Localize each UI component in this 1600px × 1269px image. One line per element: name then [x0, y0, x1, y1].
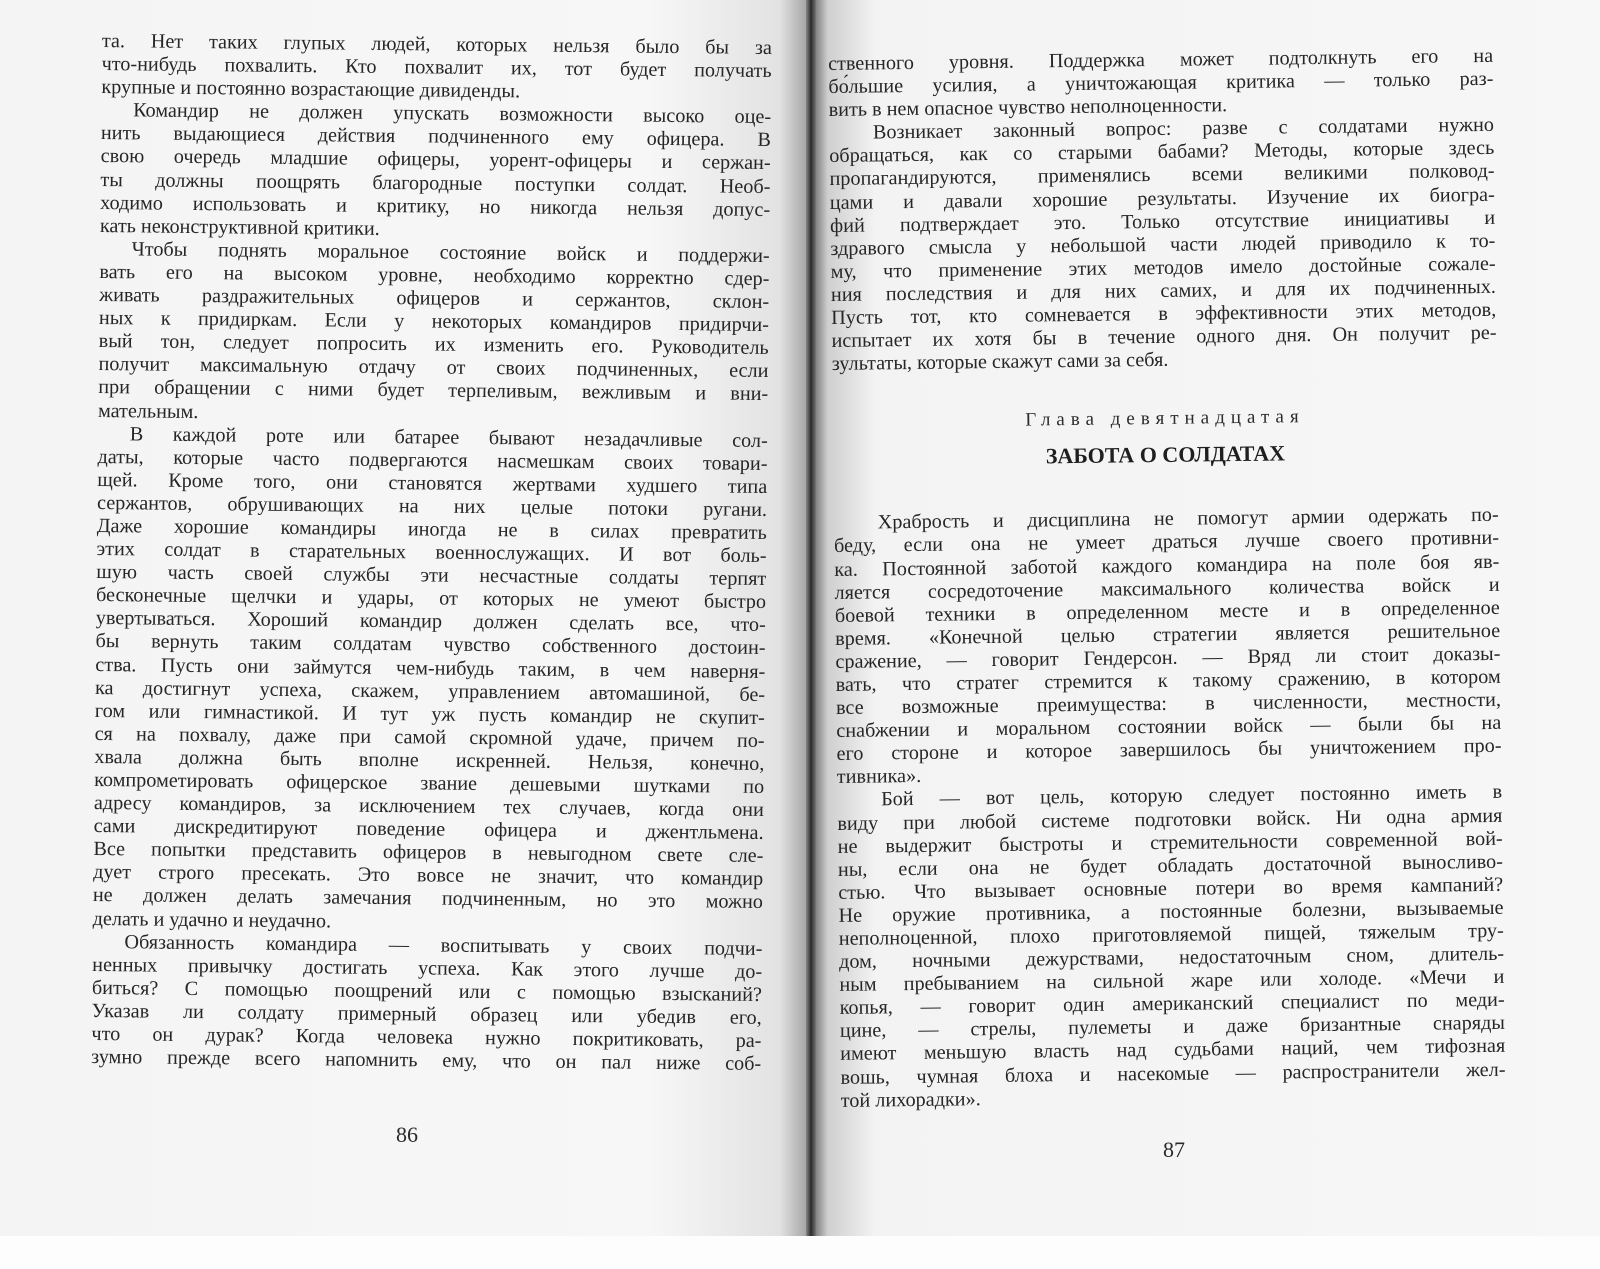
text-line: вить в нем опасное чувство неполноценности. [828, 94, 1228, 122]
text-line: имеют меньшую власть над судьбами наций, чем тифозная [840, 1035, 1506, 1066]
page-bottom-edge [0, 1236, 1600, 1269]
text-line: ка достигнут успеха, скажем, управлением автомашиной, бе- [94, 676, 766, 706]
right-page-text [828, 45, 1506, 1113]
text-line: цами и давали хорошие результаты. Изучение их биогра- [829, 183, 1495, 214]
left-page-number: 86 [396, 1122, 418, 1147]
text-line: бы вернуть таким солдатам чувство собственного достоин- [95, 630, 766, 660]
text-line: Бой — вот цель, которую следует постоянно иметь в [880, 781, 1503, 811]
text-line: свою очередь младшие офицеры, уорент-офицеры и сержан- [100, 145, 771, 175]
text-line: ка. Постоянной заботой каждого командира на поле боя яв- [834, 550, 1500, 581]
text-line: та. Нет таких глупых людей, которых нельзя было бы за [101, 30, 772, 60]
text-line: вошь, чумная блоха и насекомые — распространители жел- [840, 1058, 1506, 1089]
text-line: сами дискредитируют поведение офицера и джентльмена. [93, 815, 764, 845]
right-page-number: 87 [1163, 1137, 1185, 1162]
text-line: стью. Что вызывает основные потери во время кампаний? [838, 873, 1504, 904]
text-line: Все попытки представить офицеров в невыгодном свете сле- [93, 838, 764, 868]
text-line: Не оружие противника, а постоянные болезни, вызываемые [838, 896, 1504, 927]
text-line: той лихорадки». [840, 1087, 981, 1112]
text-line: ты должны поощрять благородные поступки солдат. Необ- [100, 168, 771, 198]
text-line: ны, если она не будет обладать достаточной выносливо- [837, 850, 1504, 881]
text-line: пропагандируются, применялись всеми великими полковод- [829, 160, 1495, 191]
text-line: здравого смысла у небольшой части людей приводило к то- [830, 229, 1496, 260]
text-line: гом или гимнастикой. И тут уж пусть командир не скупит- [94, 699, 765, 729]
text-line: вать, что стратег стремится к такому сражению, в котором [835, 665, 1501, 696]
book-gutter [806, 0, 816, 1269]
text-line: му, что применение этих методов имело достойные сожале- [830, 252, 1496, 283]
text-line: Пусть тот, кто сомневается в эффективности этих методов, [831, 298, 1497, 330]
text-line: компрометировать офицерское звание дешевыми шутками по [94, 768, 765, 798]
text-line: кать неконструктивной критики. [99, 214, 380, 240]
text-line: Указав ли солдату примерный образец или убедив его, [91, 999, 762, 1029]
text-line: крупные и постоянно возрастающие дивиденды. [101, 76, 521, 103]
text-line: ным пребыванием на сильной жаре или холоде. «Мечи и [839, 965, 1505, 997]
text-line: что он дурак? Когда человека нужно покритиковать, ра- [91, 1022, 762, 1052]
text-line: увертываться. Хороший командир должен сделать все, что- [95, 607, 766, 637]
text-line: этих солдат в старательных военнослужащих. И вот боль- [96, 538, 767, 568]
text-line: копья, — говорит один американский специалист по меди- [839, 989, 1505, 1020]
text-line: фий подтверждает это. Только отсутствие инициативы и [829, 206, 1496, 237]
text-line: что-нибудь похвалить. Кто похвалит их, тот будет получать [101, 53, 772, 83]
text-line: получит максимальную отдачу от своих подчиненных, если [98, 353, 769, 383]
text-line: Обязанность командира — воспитывать у своих подчи- [124, 930, 763, 960]
text-line: Даже хорошие командиры иногда не в силах превратить [96, 514, 767, 544]
text-line: беду, если она не умеет драться лучше своего противни- [833, 527, 1500, 558]
right-page-text-after [834, 504, 1506, 1113]
text-line: Возникает законный вопрос: разве с солдатами нужно [872, 114, 1495, 144]
text-line: тивника». [836, 765, 922, 789]
text-line: ных к придиркам. Если у некоторых командиров придирчи- [98, 307, 770, 337]
left-page-text [91, 30, 772, 1076]
text-line: испытает их хотя бы в течение одного дня. Он получит ре- [831, 321, 1497, 353]
text-line: делать и удачно и неудачно. [92, 907, 332, 933]
text-line: Чтобы поднять моральное состояние войск и поддержи- [131, 238, 770, 267]
text-line: дом, ночными дежурствами, недостаточным сном, длитель- [838, 942, 1505, 974]
text-line: не должен делать замечания подчиненным, но это можно [92, 884, 764, 914]
text-line: ния последствия и для них самих, и для их подчиненных. [830, 275, 1497, 306]
text-line: нить выдающиеся действия подчиненного ему офицера. В [100, 122, 771, 152]
text-line: дует строго пресекать. Это вовсе не значит, что командир [93, 861, 764, 891]
text-line: ненных привычку достигать успеха. Как этого лучше до- [92, 953, 763, 983]
text-line: сержантов, обрушивающих на них целые потоки ругани. [96, 491, 768, 521]
text-line: его стороне и которое завершилось бы уничтожением про- [836, 735, 1502, 766]
text-line: живать раздражительных офицеров и сержантов, склон- [99, 284, 770, 314]
text-line: вый тон, следует попросить их изменить его. Руководитель [98, 330, 769, 360]
text-line: ся на похвалу, даже при самой скромной удаче, причем по- [94, 722, 765, 752]
text-line: зумно прежде всего напомнить ему, что он пал ниже соб- [91, 1046, 762, 1076]
text-line: сражение, — говорит Гендерсон. — Вряд ли стоит доказы- [835, 642, 1501, 673]
text-line: ства. Пусть они займутся чем-нибудь таким, в чем наверня- [95, 653, 766, 683]
text-line: при обращении с ними будет терпеливым, вежливым и вни- [98, 376, 769, 406]
text-line: мательным. [97, 399, 199, 423]
text-line: бо́льшие усилия, а уничтожающая критика — только раз- [828, 67, 1494, 99]
right-page-text-before [828, 45, 1497, 376]
right-page [812, 0, 1600, 1269]
text-line: неполноценной, плохо приготовляемой пищей, тяжелым тру- [838, 919, 1504, 950]
text-line: все возможные преимущества: в численности, местности, [835, 688, 1502, 720]
text-line: не выдержит быстроты и стремительности современной вой- [837, 827, 1503, 858]
chapter-title: ЗАБОТА О СОЛДАТАХ [1045, 440, 1286, 469]
text-line: даты, которые часто подвергаются насмешкам своих товари- [97, 445, 768, 475]
text-line: боевой техники в определенном месте и в определенное [834, 596, 1500, 627]
text-line: В каждой роте или батарее бывают незадачливые сол- [129, 422, 768, 452]
text-line: цине, — стрелы, пулеметы и даже бризантные снаряды [839, 1012, 1506, 1043]
text-line: обращаться, как со старыми бабами? Методы, которые здесь [829, 137, 1495, 168]
text-line: ходимо использовать и критику, но никогда нельзя допус- [100, 191, 771, 221]
chapter-label: Глава девятнадцатая [1025, 406, 1305, 431]
text-line: биться? С помощью поощрений или с помощью взысканий? [91, 976, 763, 1006]
text-line: хвала должна быть вполне искренней. Нельзя, конечно, [94, 745, 765, 775]
text-line: щей. Кроме того, они становятся жертвами худшего типа [97, 468, 768, 498]
text-line: вать его на высоком уровне, необходимо корректно сдер- [99, 260, 770, 290]
text-line: Храбрость и дисциплина не помогут армии одержать по- [877, 504, 1499, 534]
text-line: время. «Конечной целью стратегии является решительное [835, 619, 1501, 650]
text-line: шую часть своей службы эти несчастные солдаты терпят [96, 561, 767, 591]
text-line: снабжении и моральном состоянии войск — были бы на [836, 711, 1502, 743]
text-line: Командир не должен упускать возможности высоко оце- [133, 99, 772, 129]
text-line: бесконечные щелчки и удары, от которых не умеют быстро [95, 584, 767, 614]
text-line: зультаты, которые скажут сами за себя. [831, 349, 1169, 376]
text-line: адресу командиров, за исключением тех случаев, когда они [93, 792, 764, 822]
text-line: виду при любой системе подготовки войск. Ни одна армия [837, 804, 1503, 835]
text-line: ственного уровня. Поддержка может подтолкнуть его на [828, 44, 1494, 75]
text-line: ляется сосредоточение максимального количества войск и [834, 573, 1500, 604]
